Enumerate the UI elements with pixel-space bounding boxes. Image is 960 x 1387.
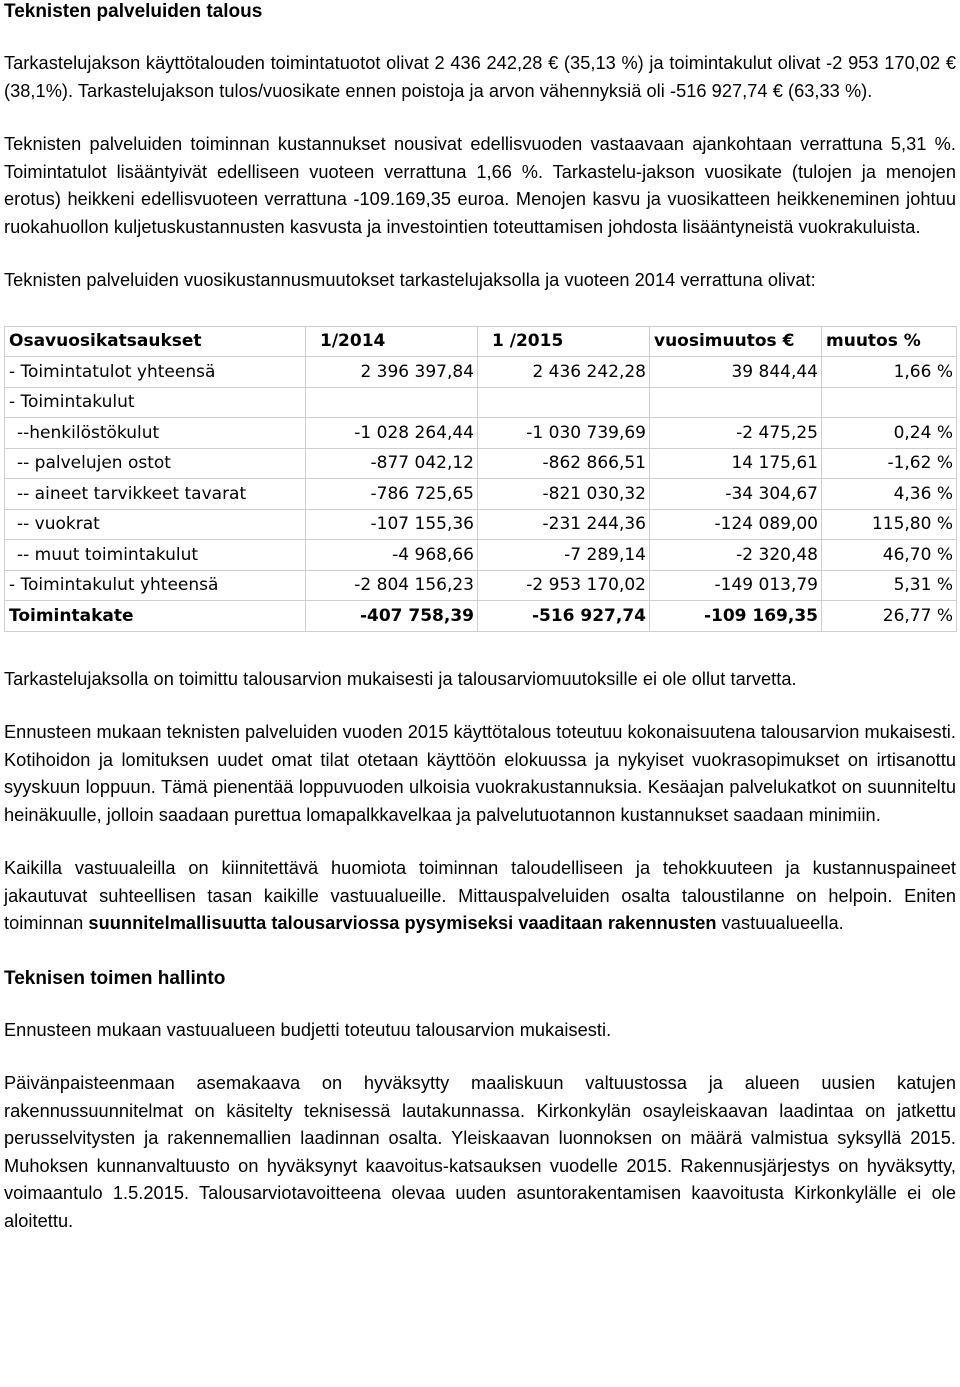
section-title-talous: Teknisten palveluiden talous [4, 1, 263, 22]
row-label: Toimintakate [5, 601, 306, 632]
value-2015: -231 244,36 [478, 509, 650, 540]
header-osavuosikatsaukset: Osavuosikatsaukset [5, 326, 306, 357]
paragraph-talousarvio: Tarkastelujaksolla on toimittu talousarvion mukaisesti ja talousarviomuutoksille ei ole ollut tarvetta. [4, 668, 797, 689]
table-row [5, 570, 957, 601]
table-row [5, 418, 957, 449]
paragraph-kustannukset: Teknisten palveluiden toiminnan kustannukset nousivat edellisvuoden vastaavaan ajankohtaan verrattuna 5,31 %. Toimintatulot lisääntyivät edelliseen vuoteen verrattuna 1,66 %. Tarkastelu-jakson vuosikate (tulojen ja menojen erotus) heikkeni edellisvuoteen verrattuna -109.169,35 euroa. Menojen kasvu ja vuosikatteen heikkeneminen johtuu ruokahuollon kuljetuskustannusten kasvusta ja investointien toteuttamisen johdosta lisääntyneistä vuokrakuluista. [4, 134, 956, 237]
value-pct [822, 387, 957, 418]
header-2014: 1/2014 [306, 326, 478, 357]
value-pct: 4,36 % [822, 479, 957, 510]
value-2015: -516 927,74 [478, 601, 650, 632]
value-change: -109 169,35 [650, 601, 822, 632]
value-pct: 115,80 % [822, 509, 957, 540]
value-2014: -1 028 264,44 [306, 418, 478, 449]
value-pct: 26,77 % [822, 601, 957, 632]
value-change: -149 013,79 [650, 570, 822, 601]
paragraph-vuosikustannusmuutokset: Teknisten palveluiden vuosikustannusmuutokset tarkastelujaksolla ja vuoteen 2014 verrattuna olivat: [4, 270, 816, 290]
header-2015: 1 /2015 [478, 326, 650, 357]
value-change: -34 304,67 [650, 479, 822, 510]
value-pct: -1,62 % [822, 448, 957, 479]
row-label: -- palvelujen ostot [5, 448, 306, 479]
table-row [5, 448, 957, 479]
table-row [5, 387, 957, 418]
document-page [4, 0, 956, 1235]
value-pct: 5,31 % [822, 570, 957, 601]
row-label: -- aineet tarvikkeet tavarat [5, 479, 306, 510]
value-change: -2 320,48 [650, 540, 822, 571]
row-label: -- muut toimintakulut [5, 540, 306, 571]
paragraph-vastuualueet-text-a: Kaikilla vastuualeilla on kiinnitettävä huomiota toiminnan taloudelliseen ja tehokkuuteen ja kustannuspaineet jakautuvat suhteellisen tasan kaikille vastuualueille. Mittauspalveluiden osalta taloustilanne on helpoin. Eniten toiminnan [4, 858, 956, 933]
row-label: - Toimintakulut [5, 387, 306, 418]
value-pct: 46,70 % [822, 540, 957, 571]
value-2014: -407 758,39 [306, 601, 478, 632]
paragraph-toimintatuotot: Tarkastelujakson käyttötalouden toimintatuotot olivat 2 436 242,28 € (35,13 %) ja toimintakulut olivat -2 953 170,02 € (38,1%). Tarkastelujakson tulos/vuosikate ennen poistoja ja arvon vähennyksiä oli -516 927,74 € (63,33 %). [4, 53, 956, 101]
value-2014: -107 155,36 [306, 509, 478, 540]
value-2015: -7 289,14 [478, 540, 650, 571]
paragraph-vastuualueet-bold: suunnitelmallisuutta talousarviossa pysymiseksi vaaditaan rakennusten [88, 913, 717, 933]
value-change: 39 844,44 [650, 357, 822, 388]
value-pct: 1,66 % [822, 357, 957, 388]
value-change: -124 089,00 [650, 509, 822, 540]
table-row [5, 357, 957, 388]
header-vuosimuutos: vuosimuutos € [650, 326, 822, 357]
table-row [5, 479, 957, 510]
header-muutos-pct: muutos % [822, 326, 957, 357]
row-label: - Toimintatulot yhteensä [5, 357, 306, 388]
value-2015: -2 953 170,02 [478, 570, 650, 601]
value-change [650, 387, 822, 418]
value-change: 14 175,61 [650, 448, 822, 479]
section-title-hallinto: Teknisen toimen hallinto [4, 967, 226, 989]
paragraph-budjetti: Ennusteen mukaan vastuualueen budjetti toteutuu talousarvion mukaisesti. [4, 1019, 612, 1040]
value-2015: -1 030 739,69 [478, 418, 650, 449]
value-pct: 0,24 % [822, 418, 957, 449]
row-label: --henkilöstökulut [5, 418, 306, 449]
table-header-row [5, 326, 957, 357]
paragraph-vastuualueet-text-c: vastuualueella. [716, 913, 844, 933]
table-row-total [5, 601, 957, 632]
row-label: - Toimintakulut yhteensä [5, 570, 306, 601]
table-row [5, 540, 957, 571]
value-2015 [478, 387, 650, 418]
financial-table [4, 326, 957, 632]
paragraph-kaavoitus: Päivänpaisteenmaan asemakaava on hyväksytty maaliskuun valtuustossa ja alueen uusien katujen rakennussuunnitelmat on käsitelty teknisessä lautakunnassa. Kirkonkylän osayleiskaavan laadintaa on jatkettu perusselvitysten ja rakennemallien laadinnan osalta. Yleiskaavan luonnoksen on määrä valmistua syksyllä 2015. Muhoksen kunnanvaltuusto on hyväksynyt kaavoitus-katsauksen vuodelle 2015. Rakennusjärjestys on hyväksytty, voimaantulo 1.5.2015. Talousarviotavoitteena olevaa uuden asuntorakentamisen kaavoitusta Kirkonkylälle ei ole aloitettu. [4, 1073, 956, 1231]
value-2014: 2 396 397,84 [306, 357, 478, 388]
value-2015: -862 866,51 [478, 448, 650, 479]
table-row [5, 509, 957, 540]
value-2014: -4 968,66 [306, 540, 478, 571]
value-2014: -877 042,12 [306, 448, 478, 479]
value-2015: 2 436 242,28 [478, 357, 650, 388]
paragraph-ennuste: Ennusteen mukaan teknisten palveluiden vuoden 2015 käyttötalous toteutuu kokonaisuutena talousarvion mukaisesti. Kotihoidon ja lomituksen uudet omat tilat otetaan käyttöön elokuussa ja nykyiset vuokrasopimukset on irtisanottu syyskuun loppuun. Tämä pienentää loppuvuoden ulkoisia vuokrakustannuksia. Kesäajan palvelukatkot on suunniteltu heinäkuulle, jolloin saadaan purettua lomapalkkavelkaa ja palvelutuotannon kustannukset saadaan minimiin. [4, 722, 956, 825]
paragraph-vastuualueet [4, 855, 956, 938]
value-2014: -786 725,65 [306, 479, 478, 510]
value-2015: -821 030,32 [478, 479, 650, 510]
value-change: -2 475,25 [650, 418, 822, 449]
value-2014: -2 804 156,23 [306, 570, 478, 601]
value-2014 [306, 387, 478, 418]
row-label: -- vuokrat [5, 509, 306, 540]
